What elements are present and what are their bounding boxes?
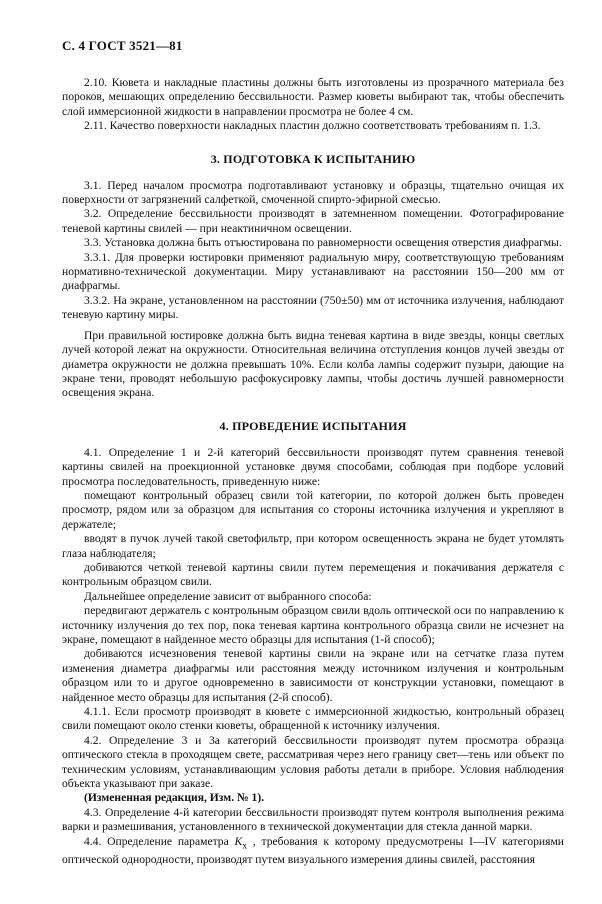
- paragraph-3-3: 3.3. Установка должна быть отъюстирована по равномерности освещения отверстия диафрагмы.: [84, 236, 562, 250]
- section-4-title: 4. ПРОВЕДЕНИЕ ИСПЫТАНИЯ: [219, 418, 407, 433]
- parameter-symbol: K: [234, 834, 243, 848]
- section-3-title: 3. ПОДГОТОВКА К ИСПЫТАНИЮ: [210, 151, 416, 166]
- paragraph-4-1-step-3: добиваются четкой теневой картины свили путем перемещения и покачивания держателя с контрольным образцом свили.: [62, 560, 564, 589]
- paragraph-method-intro: Дальнейшее определение зависит от выбранного способа:: [84, 589, 372, 603]
- amendment-note: (Измененная редакция, Изм. № 1).: [84, 791, 265, 805]
- paragraph-3-3-1: 3.3.1. Для проверки юстировки применяют радиальную миру, соответствующую требованиям нормативно-технической документации. Миру устанавливают на расстоянии 150—200 мм от диафрагмы.: [62, 250, 564, 293]
- paragraph-4-2: 4.2. Определение 3 и 3а категорий бессвильности производят путем просмотра образца оптического стекла в проходящем свете, рассматривая через него границу свет—тень или объект по техническим условиям, устанавливающим условия работы детали в приборе. Условия наблюдения объекта указывают при заказе.: [62, 733, 564, 791]
- paragraph-3-1: 3.1. Перед началом просмотра подготавливают установку и образцы, тщательно очищая их поверхности от загрязнений салфеткой, смоченной спирто-эфирной смесью.: [62, 178, 564, 207]
- paragraph-4-1: 4.1. Определение 1 и 2-й категорий бессвильности производят путем сравнения теневой картины свилей на проекционной установке двумя способами, соблюдая при подборе условий просмотра последовательность, приведенную ниже:: [62, 445, 564, 488]
- paragraph-method-2: добиваются исчезновения теневой картины свили на экране или на сетчатке глаза путем изменения диаметра диафрагмы или расстояния между источником излучения и контрольным образцом или то и другое одновременно в зависимости от конструкции установки, помещают в найденное место образцы для испытания (2-й способ).: [62, 647, 564, 704]
- paragraph-2-10: 2.10. Кювета и накладные пластины должны быть изготовлены из прозрачного материала без пороков, мешающих определению бессвильности. Размер кюветы выбирают так, чтобы обеспечить слой иммерсионной жидкости в направлении просмотра не более 4 см.: [62, 76, 564, 118]
- paragraph-4-4: [62, 835, 564, 868]
- paragraph-4-4-start: 4.4. Определение параметра: [84, 834, 235, 848]
- paragraph-method-1: передвигают держатель с контрольным образцом свили вдоль оптической оси по направлению к источнику излучения до тех пор, пока теневая картина контрольного образца свили не исчезнет на экране, помещают в найденное место образцы для испытания (1-й способ);: [62, 604, 564, 646]
- paragraph-3-2: 3.2. Определение бессвильности производят в затемненном помещении. Фотографирование теневой картины свилей — при неактиничном освещении.: [62, 207, 564, 235]
- page-header: С. 4 ГОСТ 3521—81: [62, 38, 183, 53]
- paragraph-4-4-end: , требования к которому предусмотрены I—IV категориями оптической однородности, производят путем визуального измерения длины свилей, расстояния: [62, 834, 565, 867]
- paragraph-alignment-note: При правильной юстировке должна быть видна теневая картина в виде звезды, концы светлых лучей которой лежат на окружности. Относительная величина отступления концов лучей звезды от диаметра окружности не должна превышать 10%. Если колба лампы содержит пузыри, дающие на экране тени, проводят небольшую расфокусировку лампы, чтобы достичь лучшей равномерности освещения экрана.: [62, 328, 564, 400]
- paragraph-4-1-step-1: помещают контрольный образец свили той категории, по которой должен быть проведен просмотр, рядом или за образцом для испытания со стороны источника излучения и укрепляют в держателе;: [62, 488, 564, 531]
- paragraph-4-3: 4.3. Определение 4-й категории бессвильности производят путем контроля выполнения режима варки и размешивания, установленного в технической документации для стекла данной марки.: [62, 805, 564, 834]
- parameter-subscript: x: [242, 840, 248, 851]
- paragraph-2-11: 2.11. Качество поверхности накладных пластин должно соответствовать требованиям п. 1.3.: [84, 119, 541, 133]
- paragraph-4-1-step-2: вводят в пучок лучей такой светофильтр, при котором освещенность экрана не будет утомлять глаза наблюдателя;: [62, 532, 564, 560]
- paragraph-3-3-2: 3.3.2. На экране, установленном на расстоянии (750±50) мм от источника излучения, наблюдают теневую картину миры.: [62, 293, 564, 322]
- paragraph-4-1-1: 4.1.1. Если просмотр производят в кювете с иммерсионной жидкостью, контрольный образец свили помещают около стенки кюветы, обращенной к источнику излучения.: [62, 705, 564, 733]
